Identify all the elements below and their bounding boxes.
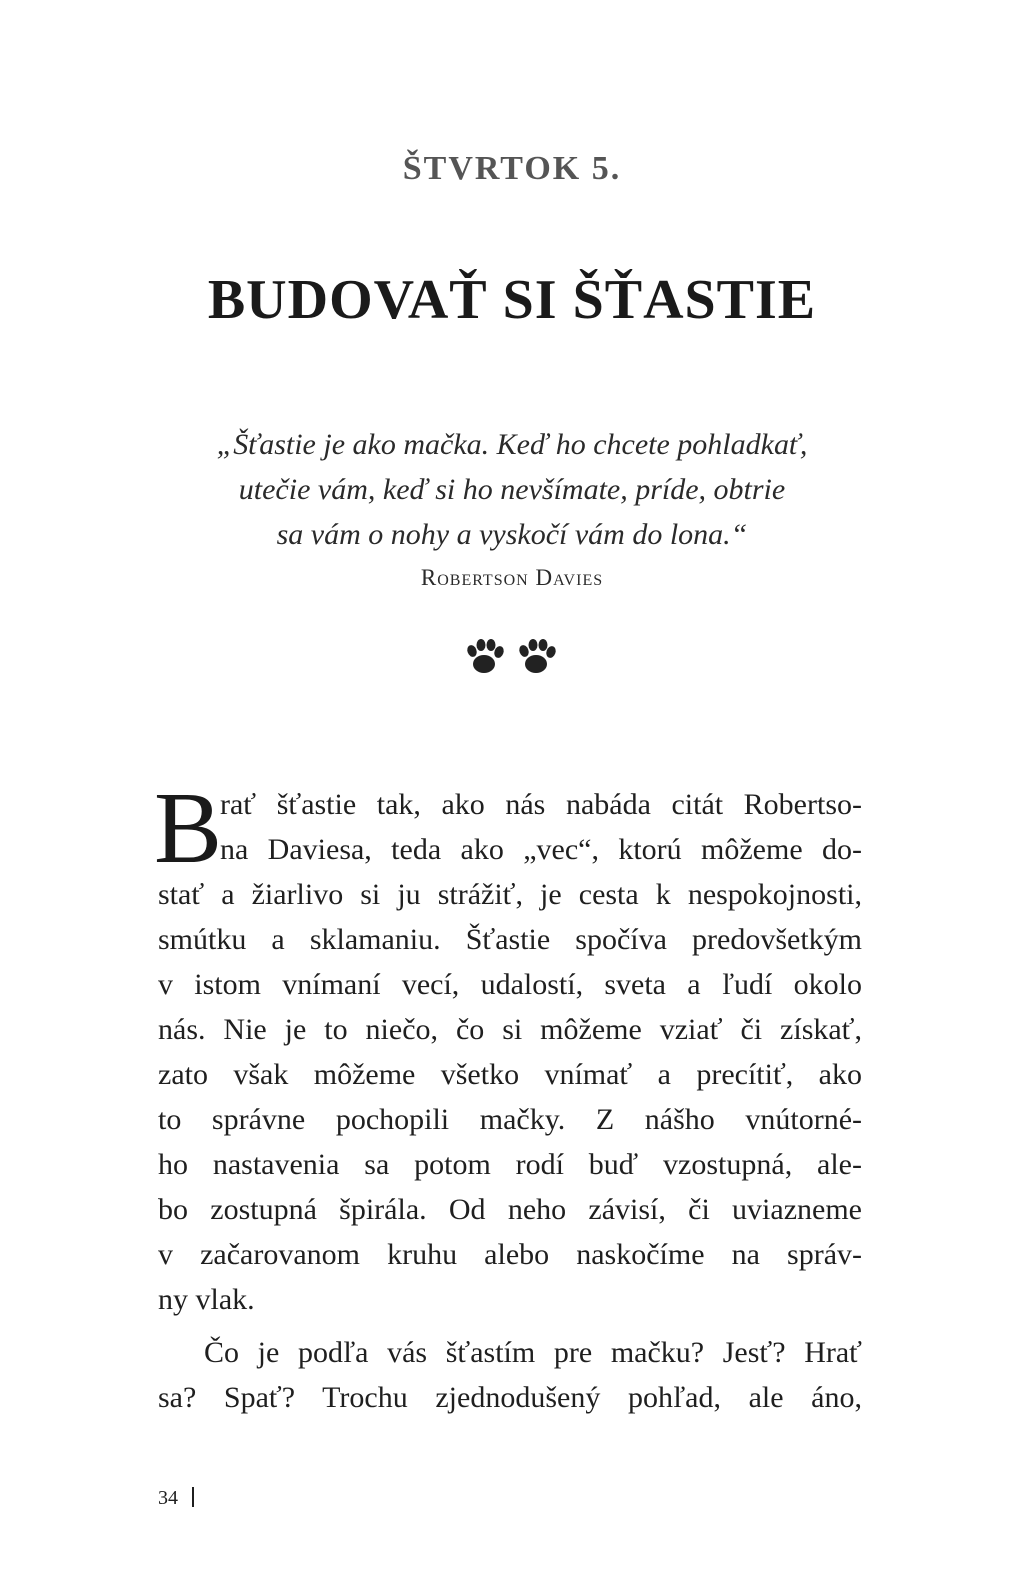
text-line: v istom vnímaní vecí, udalostí, sveta a ľudí okolo (158, 968, 862, 1001)
text-line: rať šťastie tak, ako nás nabáda citát Robertso- (220, 788, 862, 821)
text-line: nás. Nie je to niečo, čo si môžeme vziať či získať, (158, 1013, 862, 1046)
epigraph-line: utečie vám, keď si ho nevšímate, príde, obtrie (238, 473, 786, 506)
paw-icon (518, 639, 558, 673)
text-line: smútku a sklamaniu. Šťastie spočíva predovšetkým (158, 923, 862, 956)
epigraph-line: „Šťastie je ako mačka. Keď ho chcete pohladkať, (216, 428, 808, 461)
epigraph-line: sa vám o nohy a vyskočí vám do lona.“ (276, 518, 748, 551)
text-line: zato však môžeme všetko vnímať a precítiť, ako (158, 1058, 862, 1091)
text-line: sa? Spať? Trochu zjednodušený pohľad, ale áno, (158, 1381, 862, 1414)
text-line: ny vlak. (158, 1283, 255, 1316)
chapter-label: ŠTVRTOK 5. (402, 150, 622, 187)
paw-prints-icon (462, 638, 562, 680)
drop-cap: B (154, 772, 223, 885)
body-text (154, 772, 862, 1420)
paragraph-gap (158, 1322, 862, 1330)
epigraph-author: Robertson Davies (420, 565, 604, 590)
chapter-title: BUDOVAŤ SI ŠŤASTIE (207, 269, 817, 331)
footer-rule (192, 1487, 194, 1507)
paw-icon (466, 639, 506, 673)
text-line: na Daviesa, teda ako „vec“, ktorú môžeme do- (220, 833, 862, 866)
text-line: to správne pochopili mačky. Z nášho vnútorné- (158, 1103, 862, 1136)
epigraph (150, 422, 874, 595)
text-line: v začarovanom kruhu alebo naskočíme na správ- (158, 1238, 862, 1271)
text-line: ho nastavenia sa potom rodí buď vzostupná, ale- (158, 1148, 862, 1181)
text-line: stať a žiarlivo si ju strážiť, je cesta k nespokojnosti, (158, 878, 862, 911)
page-footer (158, 1487, 194, 1510)
text-line: bo zostupná špirála. Od neho závisí, či uviazneme (158, 1193, 862, 1226)
text-line: Čo je podľa vás šťastím pre mačku? Jesť? Hrať (204, 1336, 862, 1369)
page-number: 34 (158, 1487, 178, 1509)
